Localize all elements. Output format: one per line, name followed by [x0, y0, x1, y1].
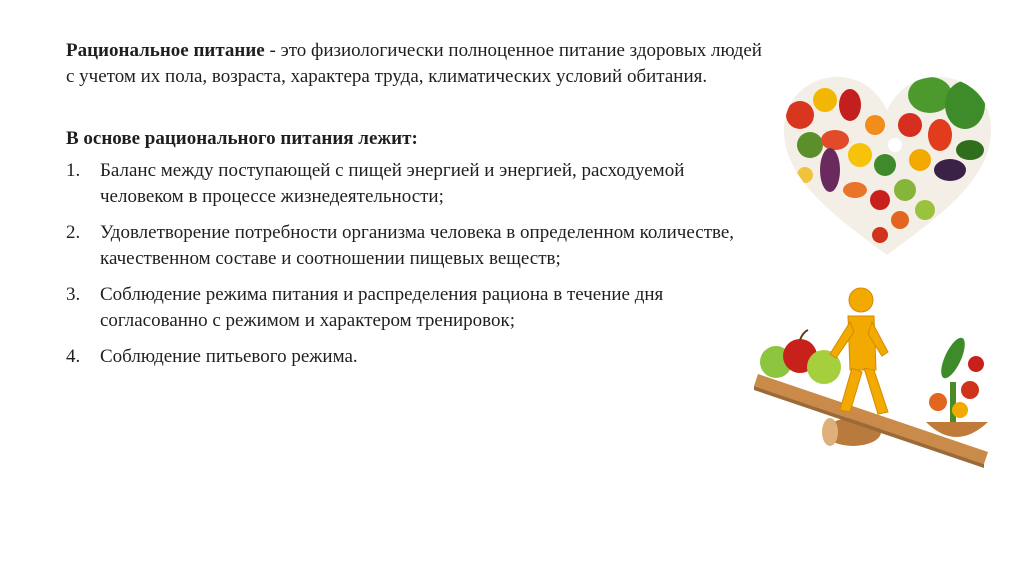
list-item-number: 1. — [66, 160, 81, 181]
list-item — [66, 282, 766, 334]
list-item — [66, 344, 766, 370]
intro-definition: - это физиологически полноценное питание здоровых людей с учетом их пола, возраста, характера труда, климатических условий обитания. — [66, 40, 762, 87]
list-item-number: 4. — [66, 346, 81, 367]
heart-of-vegetables-image — [780, 70, 995, 260]
list-item — [66, 158, 766, 210]
list-item-text: Удовлетворение потребности организма человека в определенном количестве, качественном составе и соотношении пищевых веществ; — [100, 222, 735, 269]
list-item — [66, 220, 766, 272]
list-item-text: Баланс между поступающей с пищей энергией и энергией, расходуемой человеком в процессе жизнедеятельности; — [100, 160, 685, 207]
text-block — [66, 38, 766, 380]
list-item-number: 3. — [66, 284, 81, 305]
list-item-number: 2. — [66, 222, 81, 243]
list-item-text: Соблюдение питьевого режима. — [100, 346, 358, 367]
intro-paragraph — [66, 38, 766, 90]
basis-title: В основе рационального питания лежит: — [66, 128, 418, 149]
balance-figure-image — [738, 282, 1006, 492]
basis-list — [66, 158, 766, 370]
intro-term: Рациональное питание — [66, 40, 265, 61]
list-item-text: Соблюдение режима питания и распределения рациона в течение дня согласованно с режимом и характером тренировок; — [100, 284, 664, 331]
